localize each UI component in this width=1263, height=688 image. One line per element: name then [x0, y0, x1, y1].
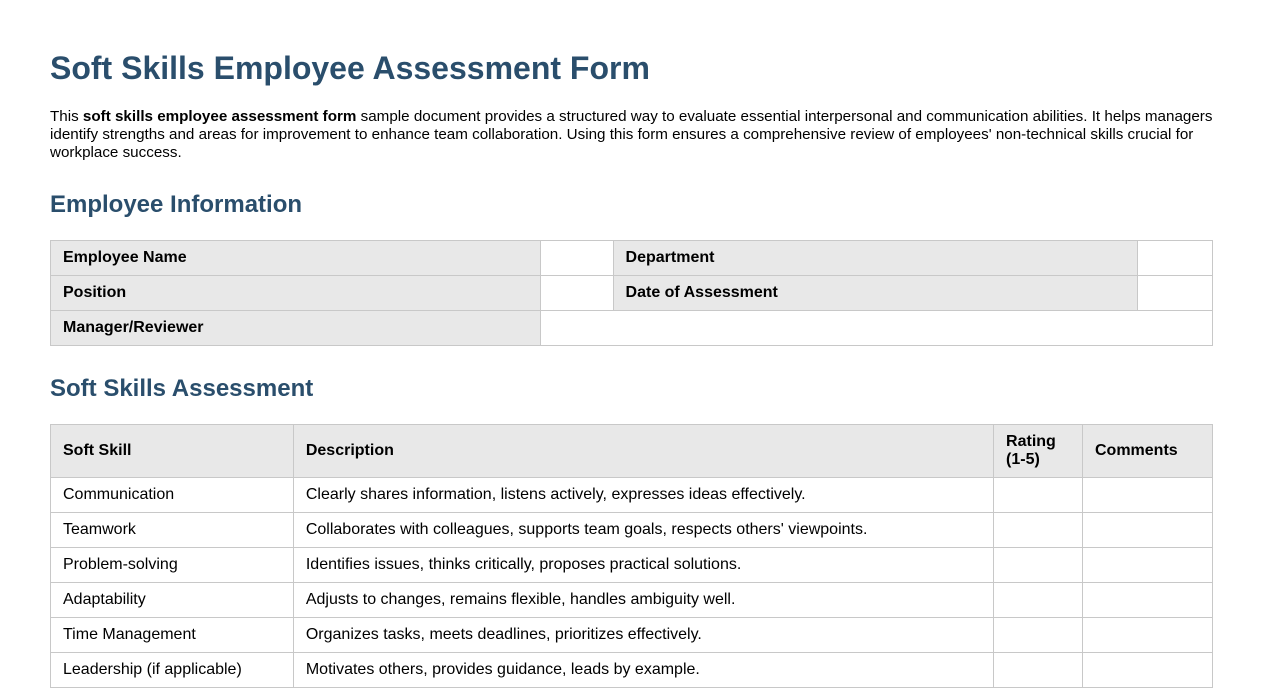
skill-description: Motivates others, provides guidance, leads by example.: [293, 653, 993, 688]
page-title: Soft Skills Employee Assessment Form: [50, 50, 650, 86]
col-header-skill: Soft Skill: [51, 425, 294, 478]
employee-name-field[interactable]: [540, 241, 613, 276]
rating-field[interactable]: [994, 583, 1083, 618]
skill-name: Time Management: [51, 618, 294, 653]
date-label: Date of Assessment: [613, 276, 1138, 311]
soft-skills-heading: Soft Skills Assessment: [50, 375, 314, 402]
table-row: [51, 513, 1213, 548]
manager-field[interactable]: [540, 311, 1212, 346]
comments-field[interactable]: [1083, 583, 1213, 618]
date-field[interactable]: [1138, 276, 1213, 311]
skill-description: Organizes tasks, meets deadlines, prioritizes effectively.: [293, 618, 993, 653]
position-label: Position: [51, 276, 541, 311]
soft-skills-table: [50, 424, 1213, 688]
employee-info-table: [50, 240, 1213, 346]
table-row: [51, 653, 1213, 688]
skill-name: Teamwork: [51, 513, 294, 548]
comments-field[interactable]: [1083, 618, 1213, 653]
rating-field[interactable]: [994, 548, 1083, 583]
employee-name-label: Employee Name: [51, 241, 541, 276]
employee-info-heading: Employee Information: [50, 191, 303, 218]
position-field[interactable]: [540, 276, 613, 311]
comments-field[interactable]: [1083, 653, 1213, 688]
comments-field[interactable]: [1083, 478, 1213, 513]
rating-field[interactable]: [994, 513, 1083, 548]
rating-field[interactable]: [994, 618, 1083, 653]
col-header-rating: Rating (1-5): [994, 425, 1083, 478]
col-header-comments: Comments: [1083, 425, 1213, 478]
intro-bold: soft skills employee assessment form: [82, 108, 357, 125]
skill-description: Collaborates with colleagues, supports team goals, respects others' viewpoints.: [293, 513, 993, 548]
table-row: [51, 276, 1213, 311]
intro-pre: This: [50, 108, 83, 125]
comments-field[interactable]: [1083, 513, 1213, 548]
department-field[interactable]: [1138, 241, 1213, 276]
table-row: [51, 241, 1213, 276]
col-header-description: Description: [293, 425, 993, 478]
table-header-row: [51, 425, 1213, 478]
department-label: Department: [613, 241, 1138, 276]
table-row: [51, 311, 1213, 346]
table-row: [51, 583, 1213, 618]
table-row: [51, 478, 1213, 513]
skill-description: Clearly shares information, listens actively, expresses ideas effectively.: [293, 478, 993, 513]
intro-paragraph: [50, 108, 1213, 162]
skill-name: Adaptability: [51, 583, 294, 618]
skill-description: Adjusts to changes, remains flexible, handles ambiguity well.: [293, 583, 993, 618]
table-row: [51, 618, 1213, 653]
skill-description: Identifies issues, thinks critically, proposes practical solutions.: [293, 548, 993, 583]
skill-name: Leadership (if applicable): [51, 653, 294, 688]
comments-field[interactable]: [1083, 548, 1213, 583]
rating-field[interactable]: [994, 653, 1083, 688]
skill-name: Problem-solving: [51, 548, 294, 583]
skill-name: Communication: [51, 478, 294, 513]
manager-label: Manager/Reviewer: [51, 311, 541, 346]
intro-post: sample document provides a structured way to evaluate essential interpersonal and communication abilities. It helps managers identify strengths and areas for improvement to enhance team collaboration. Using this form ensures a comprehensive review of employees' non-technical skills crucial for workplace success.: [50, 108, 1213, 161]
rating-field[interactable]: [994, 478, 1083, 513]
table-row: [51, 548, 1213, 583]
